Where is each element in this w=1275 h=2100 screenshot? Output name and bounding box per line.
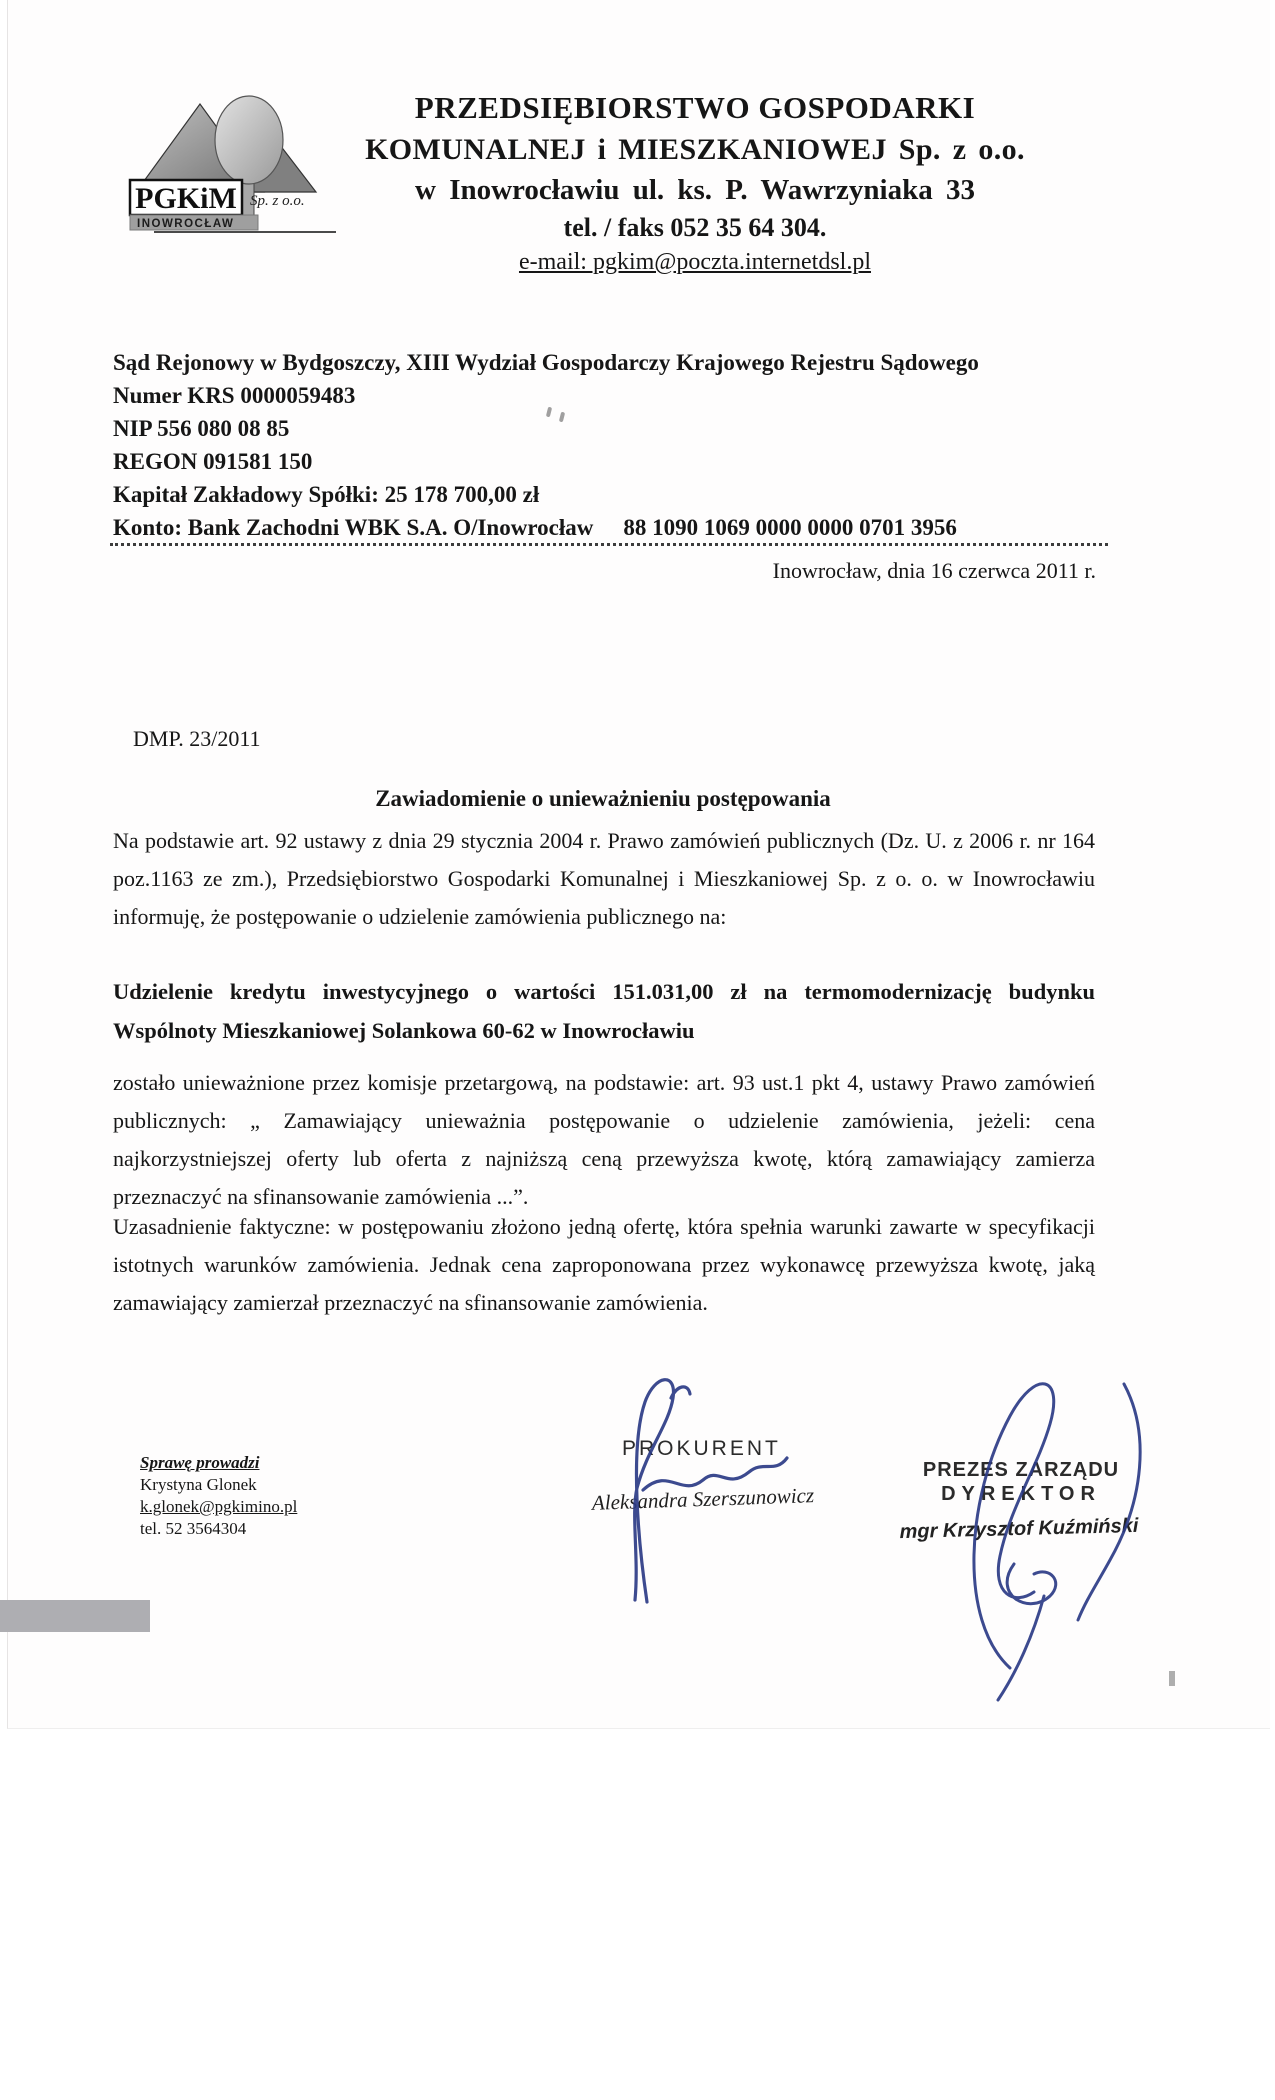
company-phone: tel. / faks 052 35 64 304.: [563, 213, 827, 242]
registry-regon: REGON 091581 150: [113, 449, 313, 474]
dyrektor-title-stamp: DYREKTOR: [941, 1483, 1101, 1505]
logo-city: INOWROCŁAW: [137, 218, 235, 230]
paragraph-annulment-legal: zostało unieważnione przez komisje przetargową, na podstawie: art. 93 ust.1 pkt 4, ustawy Prawo zamówień publicznych: „ Zamawiający unieważnia postępowanie o udzielenie zamówienia, jeżeli: cena najkorzystniejszej oferty lub oferta z najniższą ceną przewyższa kwotę, którą zamawiający zamierza przeznaczyć na sfinansowanie zamówienia ...”.: [113, 1070, 1095, 1209]
tree-foliage-icon: [215, 96, 283, 184]
paragraph-legal-basis: Na podstawie art. 92 ustawy z dnia 29 stycznia 2004 r. Prawo zamówień publicznych (Dz. U. z 2006 r. nr 164 poz.1163 ze zm.), Przedsiębiorstwo Gospodarki Komunalnej i Mieszkaniowej Sp. z o. o. w Inowrocławiu informuję, że postępowanie o udzielenie zamówienia publicznego na:: [113, 828, 1095, 929]
company-address: w Inowrocławiu ul. ks. P. Wawrzyniaka 33: [415, 174, 975, 206]
registry-krs: Numer KRS 0000059483: [113, 383, 356, 408]
document-title: Zawiadomienie o unieważnieniu postępowania: [375, 786, 831, 811]
logo-underline: [154, 231, 336, 233]
logo-company-type: Sp. z o.o.: [250, 193, 305, 209]
case-handler-label: Sprawę prowadzi: [140, 1453, 260, 1472]
bank-account-number: 88 1090 1069 0000 0000 0701 3956: [623, 515, 957, 540]
case-handler-email: k.glonek@pgkimino.pl: [140, 1497, 298, 1516]
pgkim-logo-icon: [128, 92, 340, 234]
case-handler-name: Krystyna Glonek: [140, 1475, 257, 1494]
registry-nip: NIP 556 080 08 85: [113, 416, 290, 441]
prokurent-name-stamp: Aleksandra Szerszunowicz: [591, 1483, 815, 1515]
paragraph-tender-subject: Udzielenie kredytu inwestycyjnego o wartości 151.031,00 zł na termomodernizację budynku Wspólnoty Mieszkaniowej Solankowa 60-62 w Inowrocławiu: [113, 979, 1095, 1043]
prezes-handwritten-signature: [892, 1368, 1192, 1703]
company-email: e-mail: pgkim@poczta.internetdsl.pl: [518, 249, 871, 275]
company-logo: [128, 92, 363, 242]
company-name-line1: PRZEDSIĘBIORSTWO GOSPODARKI: [414, 90, 976, 125]
registry-court: Sąd Rejonowy w Bydgoszczy, XIII Wydział Gospodarczy Krajowego Rejestru Sądowego: [113, 350, 979, 375]
prokurent-handwritten-signature: [585, 1358, 825, 1618]
letterhead: [330, 90, 1060, 276]
logo-acronym: PGKiM: [135, 182, 237, 215]
registry-capital: Kapitał Zakładowy Spółki: 25 178 700,00 zł: [113, 482, 540, 507]
company-name-line2: KOMUNALNEJ i MIESZKANIOWEJ Sp. z o.o.: [365, 133, 1025, 166]
scan-gray-bar: [0, 1600, 150, 1632]
reference-number: DMP. 23/2011: [133, 726, 261, 751]
paragraph-justification: Uzasadnienie faktyczne: w postępowaniu złożono jedną ofertę, która spełnia warunki zawarte w specyfikacji istotnych warunków zamówienia. Jednak cena zaproponowana przez wykonawcę przewyższa kwotę, jaką zamawiający zamierzał przeznaczyć na sfinansowanie zamówienia.: [113, 1214, 1095, 1315]
prezes-title-stamp: PREZES ZARZĄDU: [922, 1459, 1120, 1481]
registry-info: [113, 346, 1133, 544]
place-and-date: Inowrocław, dnia 16 czerwca 2011 r.: [772, 558, 1096, 583]
dotted-separator: [110, 527, 1108, 546]
case-handler-phone: tel. 52 3564304: [140, 1519, 247, 1538]
prokurent-title-stamp: PROKURENT: [622, 1437, 781, 1460]
prezes-name-stamp: mgr Krzysztof Kuźmiński: [899, 1514, 1139, 1544]
case-handler-block: [140, 1452, 297, 1540]
bank-label: Konto: Bank Zachodni WBK S.A. O/Inowrocław: [113, 515, 594, 540]
